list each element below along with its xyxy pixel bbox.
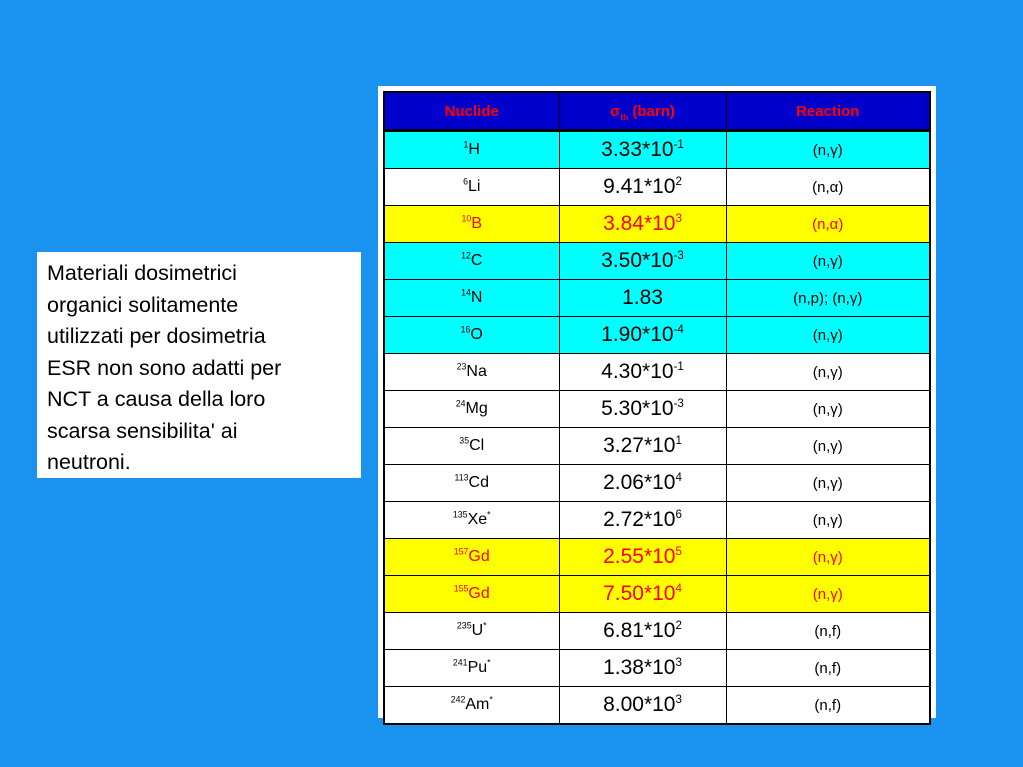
cross-section-cell xyxy=(559,206,726,243)
table-row xyxy=(384,428,930,465)
cross-section-cell xyxy=(559,613,726,650)
nuclide-cell xyxy=(384,131,559,169)
header-cross-section xyxy=(559,92,726,131)
cross-section-cell xyxy=(559,280,726,317)
times-ten: *10 xyxy=(643,434,676,457)
table-row xyxy=(384,206,930,243)
mass-number: 12 xyxy=(461,250,471,261)
reaction-cell: (n,f) xyxy=(726,613,930,650)
table-row xyxy=(384,317,930,354)
reaction-cell: (n,γ) xyxy=(726,576,930,613)
mantissa: 1.38 xyxy=(603,656,644,679)
cross-section-cell xyxy=(559,650,726,687)
mass-number: 6 xyxy=(463,176,468,187)
exponent: 3 xyxy=(675,657,682,669)
element-symbol: H xyxy=(468,141,480,158)
mantissa: 8.00 xyxy=(603,693,644,716)
reaction-cell: (n,γ) xyxy=(726,243,930,280)
sigma-subscript: th xyxy=(620,112,629,122)
reaction-cell: (n,α) xyxy=(726,169,930,206)
times-ten: *10 xyxy=(643,508,676,531)
mantissa: 9.41 xyxy=(603,175,644,198)
reaction-cell: (n,α) xyxy=(726,206,930,243)
times-ten: *10 xyxy=(643,545,676,568)
exponent: 3 xyxy=(675,213,682,225)
times-ten: *10 xyxy=(642,323,674,346)
reaction-cell: (n,γ) xyxy=(726,465,930,502)
mass-number: 113 xyxy=(454,472,469,483)
nuclide-cell xyxy=(384,576,559,613)
reaction-cell: (n,γ) xyxy=(726,428,930,465)
cross-section-cell xyxy=(559,687,726,725)
star-marker: * xyxy=(487,509,491,520)
times-ten: *10 xyxy=(643,471,676,494)
reaction-cell: (n,p); (n,γ) xyxy=(726,280,930,317)
exponent: -4 xyxy=(673,324,684,336)
cross-section-cell xyxy=(559,317,726,354)
mass-number: 241 xyxy=(452,657,468,668)
table-row xyxy=(384,354,930,391)
nuclide-cell xyxy=(384,613,559,650)
description-line: neutroni. xyxy=(47,450,131,474)
nuclide-cell xyxy=(384,502,559,539)
times-ten: *10 xyxy=(642,249,674,272)
table-row xyxy=(384,280,930,317)
mantissa: 3.50 xyxy=(601,249,643,272)
exponent: 2 xyxy=(675,620,682,632)
exponent: 4 xyxy=(675,583,682,595)
nuclide-cell xyxy=(384,169,559,206)
table-row xyxy=(384,169,930,206)
element-symbol: O xyxy=(470,326,483,343)
mantissa: 7.50 xyxy=(603,582,644,605)
element-symbol: N xyxy=(470,289,483,306)
description-textbox xyxy=(37,252,361,478)
mantissa: 2.06 xyxy=(603,471,644,494)
cross-section-cell xyxy=(559,428,726,465)
table-row xyxy=(384,243,930,280)
sigma-symbol: σ xyxy=(610,102,621,120)
exponent: 5 xyxy=(675,546,682,558)
element-symbol: Gd xyxy=(468,585,490,602)
element-symbol: Cl xyxy=(469,437,485,454)
nuclide-cell xyxy=(384,243,559,280)
times-ten: *10 xyxy=(643,693,676,716)
element-symbol: C xyxy=(470,252,483,269)
table-row xyxy=(384,576,930,613)
cross-section-table xyxy=(383,91,931,725)
element-symbol: Xe xyxy=(467,511,488,528)
description-line: Materiali dosimetrici xyxy=(47,261,237,285)
nuclide-cell xyxy=(384,539,559,576)
table-row xyxy=(384,465,930,502)
mantissa: 5.30 xyxy=(601,397,643,420)
star-marker: * xyxy=(489,694,493,705)
mass-number: 14 xyxy=(461,287,471,298)
table-row xyxy=(384,502,930,539)
cross-section-cell xyxy=(559,243,726,280)
exponent: -1 xyxy=(673,361,684,373)
mantissa: 4.30 xyxy=(601,360,643,383)
mantissa: 2.72 xyxy=(603,508,644,531)
exponent: -3 xyxy=(673,250,684,262)
star-marker: * xyxy=(483,620,487,631)
table-row xyxy=(384,613,930,650)
times-ten: *10 xyxy=(642,397,674,420)
mantissa: 6.81 xyxy=(603,619,644,642)
cross-section-cell xyxy=(559,576,726,613)
table-row xyxy=(384,687,930,725)
nuclide-cell xyxy=(384,280,559,317)
reaction-cell: (n,γ) xyxy=(726,317,930,354)
exponent: 6 xyxy=(675,509,682,521)
mantissa: 3.84 xyxy=(603,212,644,235)
mass-number: 1 xyxy=(463,139,469,150)
mass-number: 16 xyxy=(460,324,471,335)
exponent: -3 xyxy=(673,398,684,410)
cross-section-cell xyxy=(559,502,726,539)
description-line: NCT a causa della loro xyxy=(47,387,266,411)
exponent: 1 xyxy=(675,435,682,447)
reaction-cell: (n,γ) xyxy=(726,391,930,428)
cross-section-cell xyxy=(559,131,726,169)
mass-number: 24 xyxy=(455,398,466,409)
times-ten: *10 xyxy=(643,619,676,642)
element-symbol: B xyxy=(471,215,482,232)
mass-number: 10 xyxy=(461,213,472,224)
mantissa: 3.27 xyxy=(603,434,644,457)
nuclide-cell xyxy=(384,317,559,354)
mass-number: 157 xyxy=(453,546,469,557)
cross-section-cell xyxy=(559,391,726,428)
element-symbol: Am xyxy=(465,696,490,713)
element-symbol: Li xyxy=(467,178,481,195)
description-line: utilizzati per dosimetria xyxy=(47,324,266,348)
mass-number: 235 xyxy=(456,620,472,631)
mass-number: 23 xyxy=(456,361,467,372)
nuclide-cell xyxy=(384,465,559,502)
cross-section-cell xyxy=(559,539,726,576)
mantissa: 3.33 xyxy=(601,138,643,161)
exponent: 3 xyxy=(675,694,682,706)
reaction-cell: (n,γ) xyxy=(726,502,930,539)
nuclide-cell xyxy=(384,391,559,428)
cross-section-cell xyxy=(559,465,726,502)
cross-section-cell xyxy=(559,169,726,206)
element-symbol: Na xyxy=(466,363,487,380)
cross-section-table-frame xyxy=(378,86,936,718)
exponent: 4 xyxy=(675,472,682,484)
exponent: 2 xyxy=(675,176,682,188)
nuclide-cell xyxy=(384,206,559,243)
mantissa: 2.55 xyxy=(603,545,644,568)
table-header-row xyxy=(384,92,930,131)
reaction-cell: (n,f) xyxy=(726,650,930,687)
element-symbol: Cd xyxy=(468,474,489,491)
reaction-cell: (n,γ) xyxy=(726,539,930,576)
element-symbol: Gd xyxy=(468,548,490,565)
times-ten: *10 xyxy=(642,138,674,161)
cross-section-cell xyxy=(559,354,726,391)
times-ten: *10 xyxy=(642,360,674,383)
nuclide-cell xyxy=(384,650,559,687)
reaction-cell: (n,γ) xyxy=(726,131,930,169)
times-ten: *10 xyxy=(643,175,676,198)
table-row xyxy=(384,650,930,687)
description-line: scarsa sensibilita' ai xyxy=(47,418,238,443)
sigma-unit: (barn) xyxy=(628,102,675,120)
table-row xyxy=(384,131,930,169)
header-nuclide: Nuclide xyxy=(384,92,559,131)
nuclide-cell xyxy=(384,428,559,465)
mass-number: 242 xyxy=(450,694,466,705)
times-ten: *10 xyxy=(643,212,676,235)
mass-number: 135 xyxy=(452,509,468,520)
description-line: ESR non sono adatti per xyxy=(47,355,282,380)
nuclide-cell xyxy=(384,687,559,725)
exponent: -1 xyxy=(673,139,684,151)
mantissa: 1.90 xyxy=(601,323,643,346)
times-ten: *10 xyxy=(643,656,676,679)
element-symbol: Mg xyxy=(465,400,488,417)
table-row xyxy=(384,391,930,428)
element-symbol: Pu xyxy=(467,659,488,676)
nuclide-cell xyxy=(384,354,559,391)
reaction-cell: (n,f) xyxy=(726,687,930,725)
header-reaction: Reaction xyxy=(726,92,930,131)
times-ten: *10 xyxy=(643,582,676,605)
table-row xyxy=(384,539,930,576)
mass-number: 155 xyxy=(453,583,469,594)
star-marker: * xyxy=(487,657,491,668)
element-symbol: U xyxy=(471,622,484,639)
reaction-cell: (n,γ) xyxy=(726,354,930,391)
description-line: organici solitamente xyxy=(47,292,239,317)
mantissa: 1.83 xyxy=(622,286,663,309)
mass-number: 35 xyxy=(459,435,470,446)
